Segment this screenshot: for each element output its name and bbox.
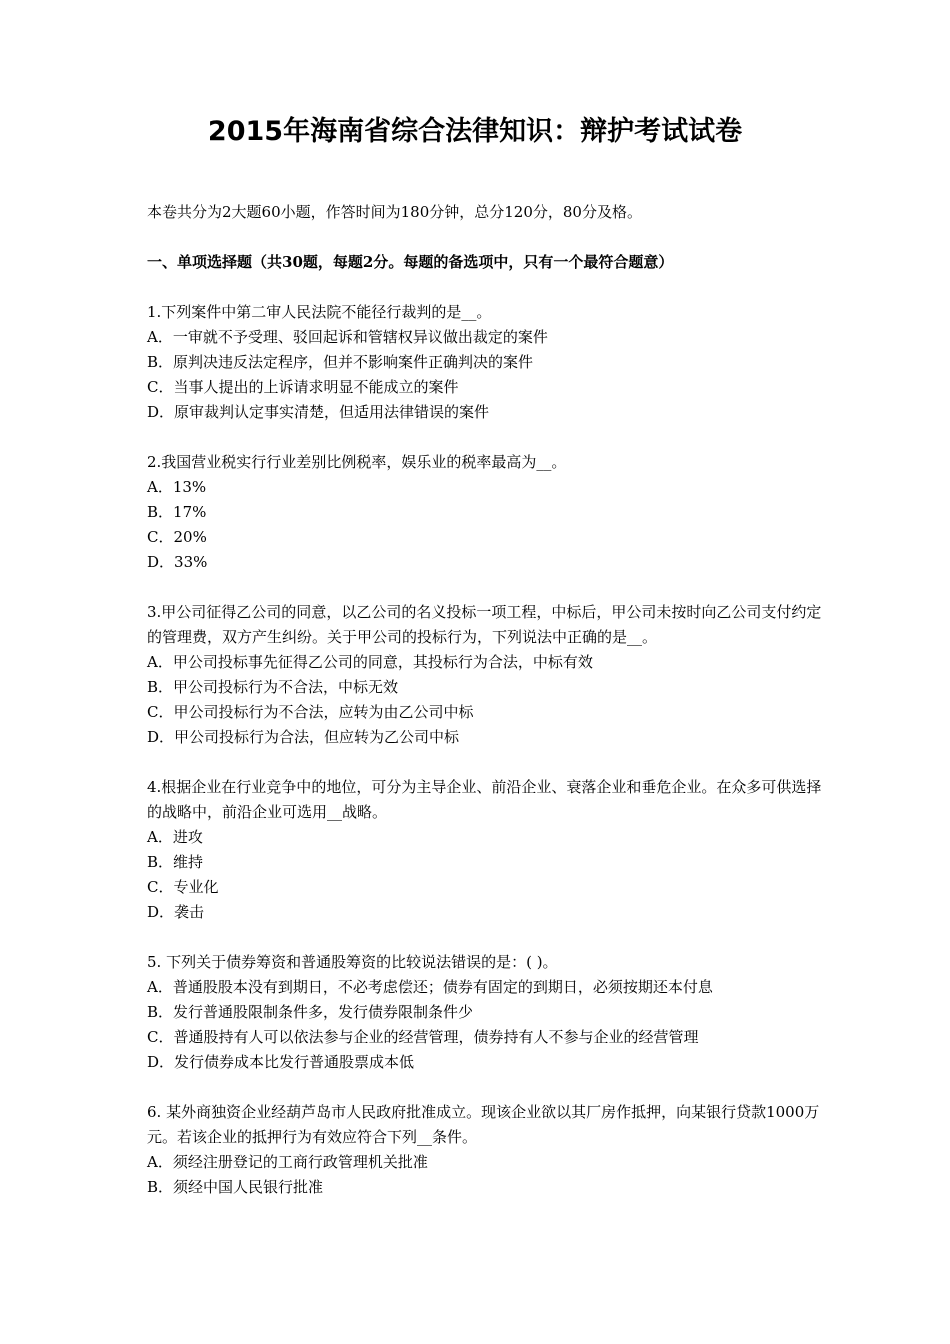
- option-c: C．20%: [147, 528, 207, 546]
- option-d: D．甲公司投标行为合法，但应转为乙公司中标: [147, 728, 460, 746]
- option-a: A．甲公司投标事先征得乙公司的同意，其投标行为合法，中标有效: [147, 653, 593, 671]
- option-c: C．当事人提出的上诉请求明显不能成立的案件: [147, 378, 459, 396]
- question-3: [147, 600, 827, 750]
- option-a: A．13%: [147, 478, 207, 496]
- question-stem: 6. 某外商独资企业经葫芦岛市人民政府批准成立。现该企业欲以其厂房作抵押，向某银行贷款1000万元。若该企业的抵押行为有效应符合下列__条件。: [147, 1103, 820, 1146]
- question-5: [147, 950, 827, 1075]
- option-c: C．甲公司投标行为不合法，应转为由乙公司中标: [147, 703, 474, 721]
- document-body: [147, 200, 827, 1200]
- option-b: B．须经中国人民银行批准: [147, 1178, 324, 1196]
- question-6: [147, 1100, 827, 1200]
- question-stem: 5. 下列关于债券筹资和普通股筹资的比较说法错误的是：( )。: [147, 953, 558, 971]
- question-stem: 4.根据企业在行业竞争中的地位，可分为主导企业、前沿企业、衰落企业和垂危企业。在众多可供选择的战略中，前沿企业可选用__战略。: [147, 778, 822, 821]
- question-2: [147, 450, 827, 575]
- option-b: B．17%: [147, 503, 207, 521]
- option-d: D．发行债券成本比发行普通股票成本低: [147, 1053, 415, 1071]
- option-a: A．一审就不予受理、驳回起诉和管辖权异议做出裁定的案件: [147, 328, 548, 346]
- option-b: B．甲公司投标行为不合法，中标无效: [147, 678, 399, 696]
- option-c: C．专业化: [147, 878, 219, 896]
- document-title: 2015年海南省综合法律知识：辩护考试试卷: [207, 116, 743, 147]
- option-b: B．发行普通股限制条件多，发行债券限制条件少: [147, 1003, 474, 1021]
- option-d: D．33%: [147, 553, 208, 571]
- question-stem: 1.下列案件中第二审人民法院不能径行裁判的是__。: [147, 303, 492, 321]
- option-b: B．维持: [147, 853, 204, 871]
- question-stem: 2.我国营业税实行行业差别比例税率，娱乐业的税率最高为__。: [147, 453, 567, 471]
- option-d: D．原审裁判认定事实清楚，但适用法律错误的案件: [147, 403, 490, 421]
- option-a: A．进攻: [147, 828, 203, 846]
- exam-intro: 本卷共分为2大题60小题，作答时间为180分钟，总分120分，80分及格。: [147, 203, 642, 221]
- question-1: [147, 300, 827, 425]
- option-c: C．普通股持有人可以依法参与企业的经营管理，债券持有人不参与企业的经营管理: [147, 1028, 699, 1046]
- option-b: B．原判决违反法定程序，但并不影响案件正确判决的案件: [147, 353, 534, 371]
- question-stem: 3.甲公司征得乙公司的同意，以乙公司的名义投标一项工程，中标后，甲公司未按时向乙公司支付约定的管理费，双方产生纠纷。关于甲公司的投标行为，下列说法中正确的是__。: [147, 603, 822, 646]
- option-a: A．须经注册登记的工商行政管理机关批准: [147, 1153, 428, 1171]
- option-d: D．袭击: [147, 903, 205, 921]
- question-4: [147, 775, 827, 925]
- option-a: A．普通股股本没有到期日，不必考虑偿还；债券有固定的到期日，必须按期还本付息: [147, 978, 713, 996]
- section-heading: 一、单项选择题（共30题，每题2分。每题的备选项中，只有一个最符合题意）: [147, 253, 674, 271]
